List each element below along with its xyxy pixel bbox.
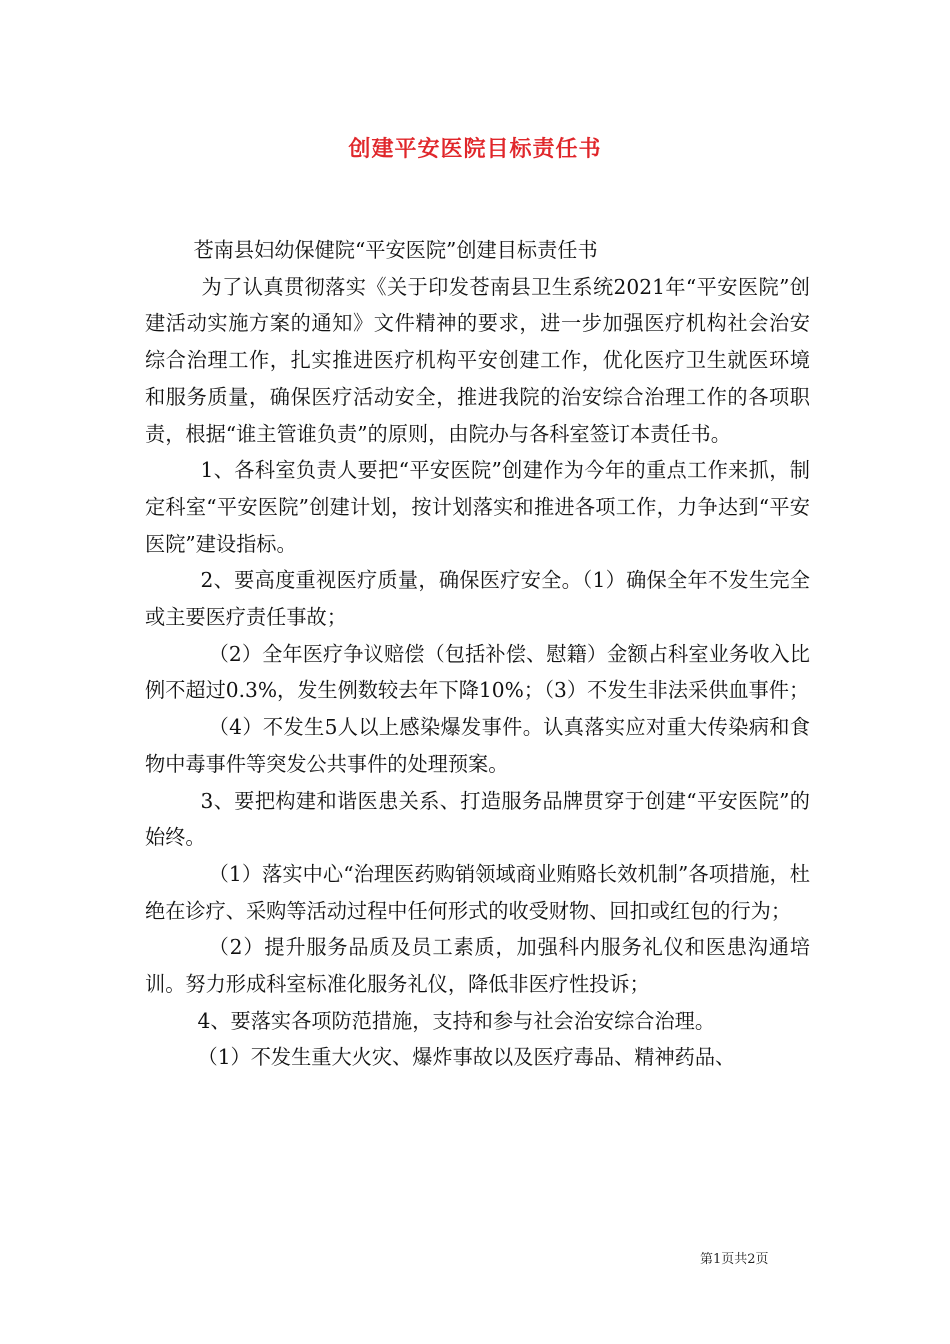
paragraph-item-3-sub-2: （2）提升服务品质及员工素质，加强科内服务礼仪和医患沟通培训。努力形成科室标准化服务礼仪，降低非医疗性投诉； xyxy=(145,935,810,997)
page-number: 第1页共2页 xyxy=(700,1252,769,1267)
paragraph-item-3: 3、要把构建和谐医患关系、打造服务品牌贯穿于创建“平安医院”的始终。 xyxy=(145,788,810,850)
paragraph-item-1: 1、各科室负责人要把“平安医院”创建作为今年的重点工作来抓，制定科室“平安医院”创建计划，按计划落实和推进各项工作，力争达到“平安医院”建设指标。 xyxy=(145,458,810,556)
paragraph-item-4-sub-1: （1）不发生重大火灾、爆炸事故以及医疗毒品、精神药品、 xyxy=(197,1045,736,1070)
paragraph-item-3-sub-1: （1）落实中心“治理医药购销领域商业贿赂长效机制”各项措施，杜绝在诊疗、采购等活动过程中任何形式的收受财物、回扣或红包的行为； xyxy=(145,861,810,923)
paragraph-item-2-sub-4: （4）不发生5人以上感染爆发事件。认真落实应对重大传染病和食物中毒事件等突发公共事件的处理预案。 xyxy=(145,715,810,776)
paragraph-item-4: 4、要落实各项防范措施，支持和参与社会治安综合治理。 xyxy=(197,1008,716,1033)
page-title: 创建平安医院目标责任书 xyxy=(348,137,602,162)
paragraph-item-2-sub-2-3: （2）全年医疗争议赔偿（包括补偿、慰籍）金额占科室业务收入比例不超过0.3%，发生例数较去年下降10%；（3）不发生非法采供血事件； xyxy=(145,641,810,703)
document-body xyxy=(145,232,810,1076)
document-subtitle: 苍南县妇幼保健院“平安医院”创建目标责任书 xyxy=(193,238,598,262)
paragraph-item-2: 2、要高度重视医疗质量，确保医疗安全。（1）确保全年不发生完全或主要医疗责任事故； xyxy=(145,568,810,630)
paragraph-intro: 为了认真贯彻落实《关于印发苍南县卫生系统2021年“平安医院”创建活动实施方案的通知》文件精神的要求，进一步加强医疗机构社会治安综合治理工作，扎实推进医疗机构平安创建工作，优化医疗卫生就医环境和服务质量，确保医疗活动安全，推进我院的治安综合治理工作的各项职责，根据“谁主管谁负责”的原则，由院办与各科室签订本责任书。 xyxy=(145,274,810,446)
